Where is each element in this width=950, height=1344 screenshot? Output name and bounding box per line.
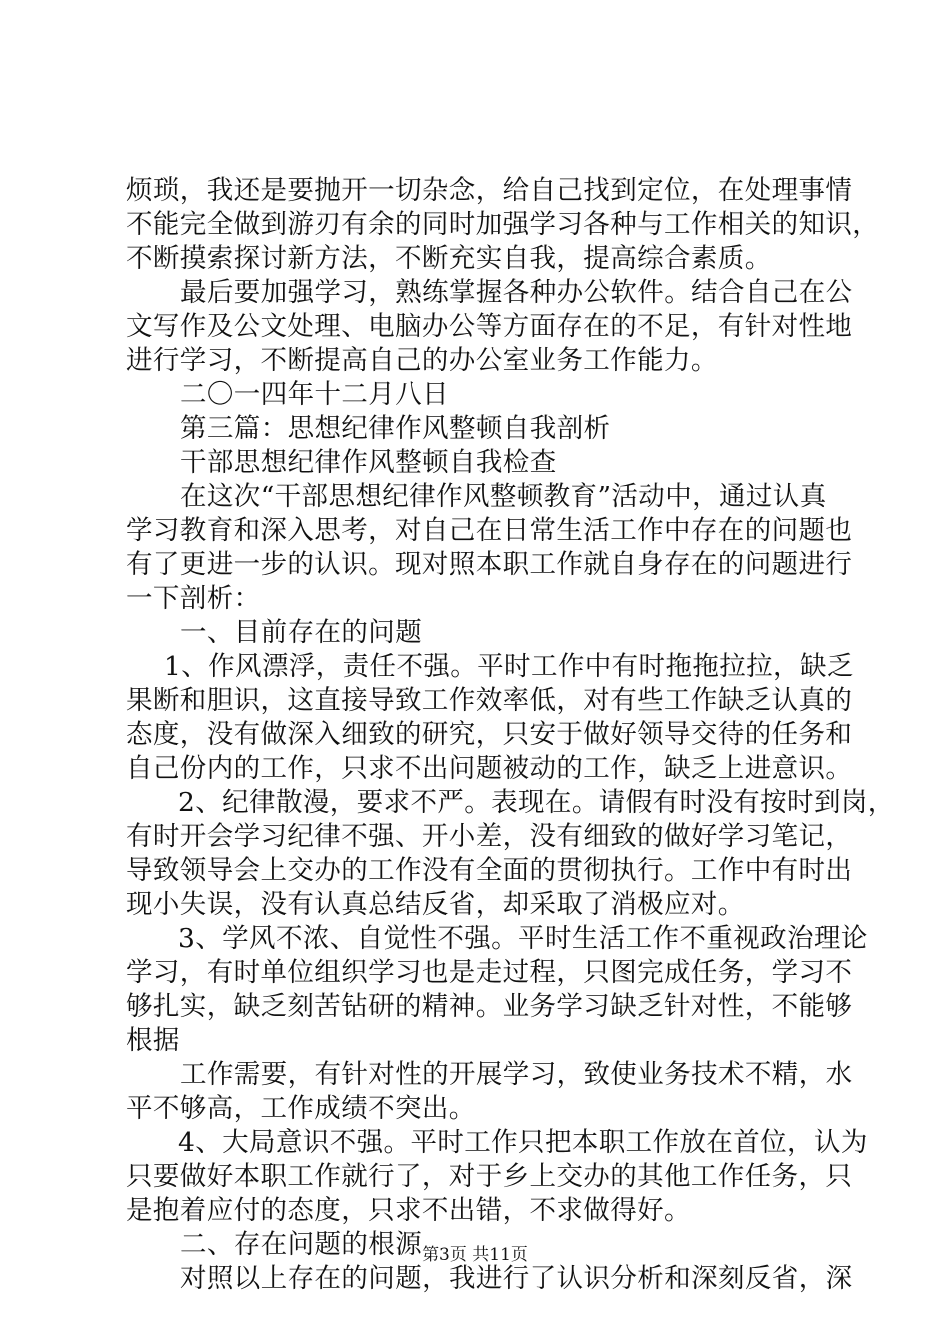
text-line: 够扎实，缺乏刻苦钻研的精神。业务学习缺乏针对性，不能够 [126, 991, 853, 1022]
text-line: 工作需要，有针对性的开展学习，致使业务技术不精，水 [180, 1059, 853, 1090]
text-line: 1、作风漂浮，责任不强。平时工作中有时拖拖拉拉，缺乏 [164, 651, 854, 682]
text-line: 在这次“干部思想纪律作风整顿教育”活动中，通过认真 [180, 481, 827, 512]
text-line: 学习教育和深入思考，对自己在日常生活工作中存在的问题也 [126, 515, 853, 546]
text-line: 有时开会学习纪律不强、开小差，没有细致的做好学习笔记， [126, 821, 853, 852]
text-line: 2、纪律散漫，要求不严。表现在。请假有时没有按时到岗， [178, 787, 895, 818]
text-line: 烦琐，我还是要抛开一切杂念，给自己找到定位，在处理事情 [126, 175, 853, 206]
text-line: 自己份内的工作，只求不出问题被动的工作，缺乏上进意识。 [126, 753, 853, 784]
text-line: 最后要加强学习，熟练掌握各种办公软件。结合自己在公 [180, 277, 853, 308]
text-line: 有了更进一步的认识。现对照本职工作就自身存在的问题进行 [126, 549, 853, 580]
text-line: 态度，没有做深入细致的研究，只安于做好领导交待的任务和 [126, 719, 853, 750]
text-line: 果断和胆识，这直接导致工作效率低，对有些工作缺乏认真的 [126, 685, 853, 716]
text-line: 只要做好本职工作就行了，对于乡上交办的其他工作任务，只 [126, 1161, 853, 1192]
text-line: 现小失误，没有认真总结反省，却采取了消极应对。 [126, 889, 745, 920]
text-line: 根据 [126, 1025, 180, 1056]
text-line: 对照以上存在的问题，我进行了认识分析和深刻反省，深 [180, 1263, 853, 1294]
section-heading: 第三篇：思想纪律作风整顿自我剖析 [180, 413, 611, 444]
text-line: 4、大局意识不强。平时工作只把本职工作放在首位，认为 [178, 1127, 868, 1158]
text-line: 平不够高，工作成绩不突出。 [126, 1093, 476, 1124]
page-number-footer: 第3页 共11页 [422, 1245, 528, 1265]
text-line: 不能完全做到游刃有余的同时加强学习各种与工作相关的知识， [126, 209, 880, 240]
document-title: 干部思想纪律作风整顿自我检查 [180, 447, 557, 478]
text-line: 学习，有时单位组织学习也是走过程，只图完成任务，学习不 [126, 957, 853, 988]
text-line: 3、学风不浓、自觉性不强。平时生活工作不重视政治理论 [178, 923, 868, 954]
text-line: 一下剖析： [126, 583, 261, 614]
section-heading: 一、目前存在的问题 [180, 617, 423, 648]
text-line: 文写作及公文处理、电脑办公等方面存在的不足，有针对性地 [126, 311, 853, 342]
text-line: 是抱着应付的态度，只求不出错，不求做得好。 [126, 1195, 691, 1226]
text-line: 导致领导会上交办的工作没有全面的贯彻执行。工作中有时出 [126, 855, 853, 886]
text-line: 进行学习，不断提高自己的办公室业务工作能力。 [126, 345, 718, 376]
section-heading: 二、存在问题的根源 [180, 1229, 423, 1260]
text-line: 不断摸索探讨新方法，不断充实自我，提高综合素质。 [126, 243, 772, 274]
date-line: 二〇一四年十二月八日 [180, 379, 449, 410]
